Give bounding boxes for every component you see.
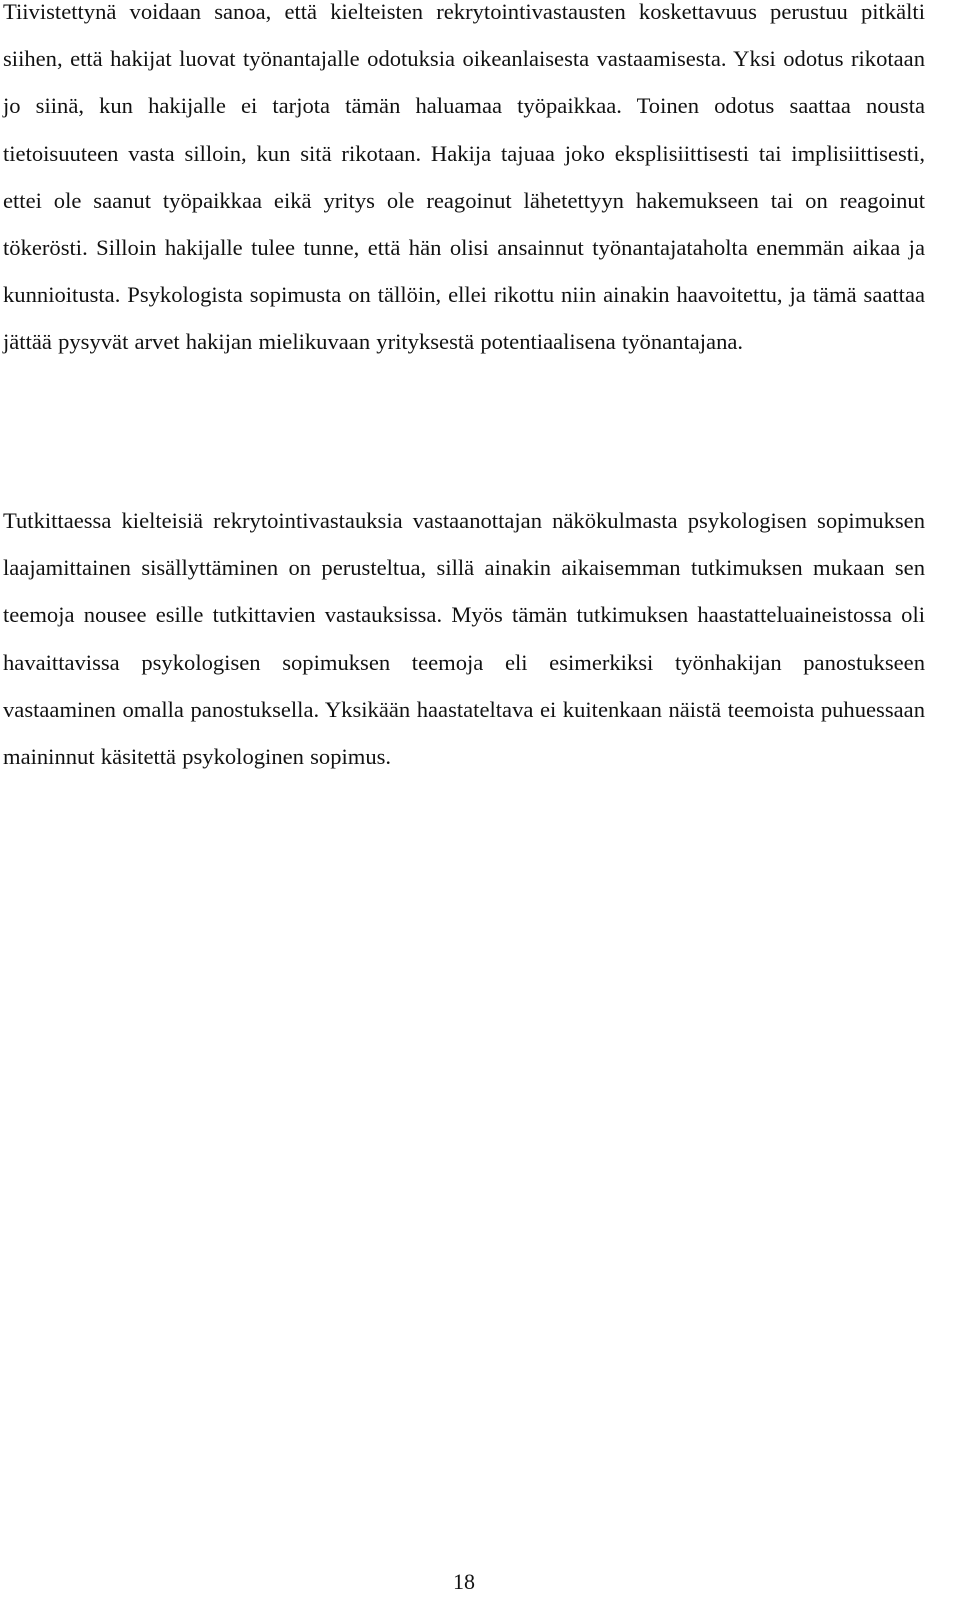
- body-paragraph-1: Tiivistettynä voidaan sanoa, että kielteisten rekrytointivastausten koskettavuus perustuu pitkälti siihen, että hakijat luovat työnantajalle odotuksia oikeanlaisesta vastaamisesta. Yksi odotus rikotaan jo siinä, kun hakijalle ei tarjota tämän haluamaa työpaikkaa. Toinen odotus saattaa nousta tietoisuuteen vasta silloin, kun sitä rikotaan. Hakija tajuaa joko eksplisiittisesti tai implisiittisesti, ettei ole saanut työpaikkaa eikä yritys ole reagoinut lähetettyyn hakemukseen tai on reagoinut tökerösti. Silloin hakijalle tulee tunne, että hän olisi ansainnut työnantajataholta enemmän aikaa ja kunnioitusta. Psykologista sopimusta on tällöin, ellei rikottu niin ainakin haavoitettu, ja tämä saattaa jättää pysyvät arvet hakijan mielikuvaan yrityksestä potentiaalisena työnantajana.: [3, 0, 925, 355]
- body-paragraph-2: Tutkittaessa kielteisiä rekrytointivastauksia vastaanottajan näkökulmasta psykologisen sopimuksen laajamittainen sisällyttäminen on perusteltua, sillä ainakin aikaisemman tutkimuksen mukaan sen teemoja nousee esille tutkittavien vastauksissa. Myös tämän tutkimuksen haastatteluaineistossa oli havaittavissa psykologisen sopimuksen teemoja eli esimerkiksi työnhakijan panostukseen vastaaminen omalla panostuksella. Yksikään haastateltava ei kuitenkaan näistä teemoista puhuessaan maininnut käsitettä psykologinen sopimus.: [3, 508, 925, 770]
- page-number: 18: [453, 1569, 475, 1594]
